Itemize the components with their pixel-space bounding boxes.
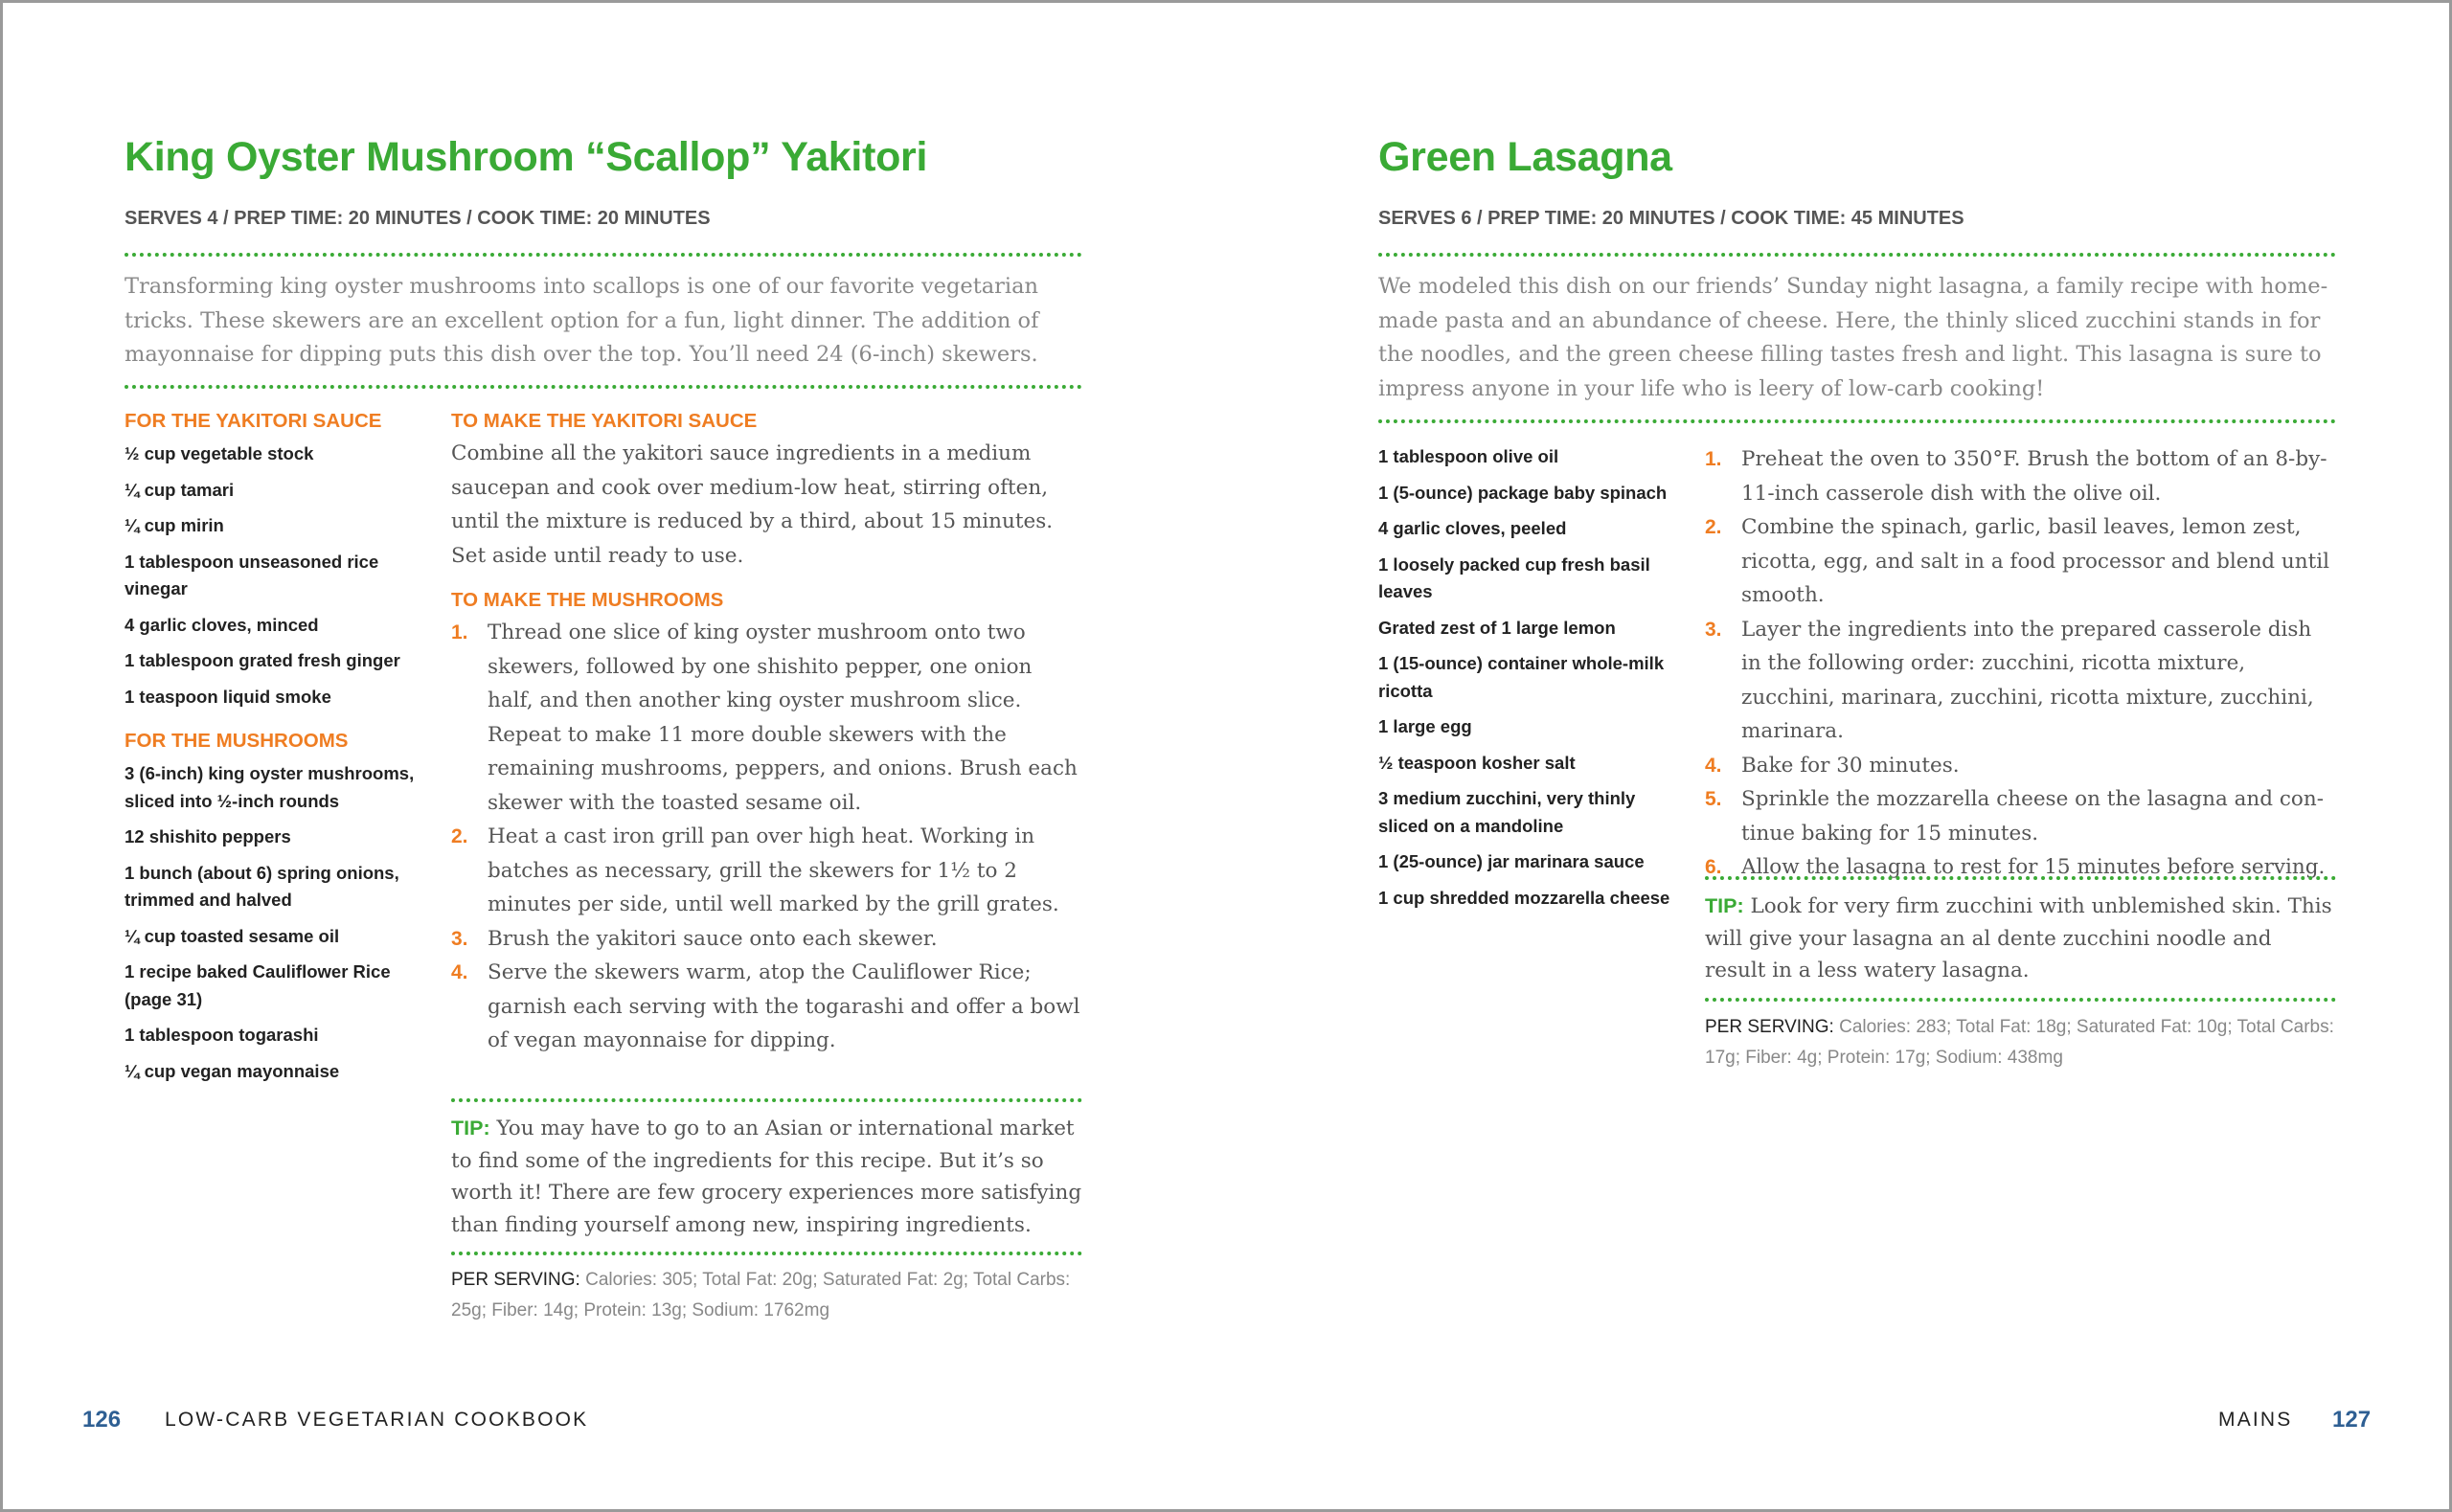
step-text: Heat a cast iron grill pan over high heat. Working in batches as necessary, grill the skewers for 1½ to 2 minutes per side, until well marked by the grill grates. <box>488 824 1059 916</box>
method-step <box>451 820 1082 922</box>
step-number: 4. <box>1705 754 1722 777</box>
ingredient-item: 4 garlic cloves, peeled <box>1378 518 1567 538</box>
method-step <box>1705 749 2336 783</box>
tip-text: You may have to go to an Asian or international market to find some of the ingredients for this recipe. But it’s so worth it! There are few grocery experiences more satisfying than finding yourself among new, inspiring ingredients. <box>451 1117 1082 1237</box>
method-steps <box>1705 442 2336 885</box>
nutrition-text: Calories: 283; Total Fat: 18g; Saturated Fat: 10g; Total Carbs: 17g; Fiber: 4g; Protein: 17g; Sodium: 438mg <box>1705 1017 2334 1068</box>
ingredient-item: 4 garlic cloves, minced <box>125 614 319 635</box>
footer-section: MAINS <box>2218 1409 2293 1431</box>
ingredient-item: 1 recipe baked Cauliflower Rice (page 31) <box>125 961 391 1009</box>
step-text: Allow the lasagna to rest for 15 minutes before serving. <box>1741 855 2326 879</box>
nutrition-info <box>451 1265 1082 1326</box>
sauce-ingredient-list <box>125 440 441 711</box>
ingredient-item: 1 cup shredded mozzarella cheese <box>1378 887 1670 908</box>
step-number: 4. <box>451 961 468 983</box>
step-text: Thread one slice of king oyster mushroom onto two skewers, followed by one shishito pepper, one onion half, and then another king oyster mushroom slice. Repeat to make 11 more double skewers with the remaining mushrooms, peppers, and onions. Brush each skewer with the toasted sesame oil. <box>488 621 1078 815</box>
method-column <box>451 410 1082 1058</box>
recipe-meta: SERVES 6 / PREP TIME: 20 MINUTES / COOK TIME: 45 MINUTES <box>1378 208 1964 229</box>
ingredient-item: ¼ cup tamari <box>125 479 235 500</box>
ingredient-item: ¼ cup vegan mayonnaise <box>125 1060 340 1081</box>
divider <box>125 253 1082 257</box>
step-text: Bake for 30 minutes. <box>1741 753 1960 778</box>
ingredient-item: 1 tablespoon unseasoned rice vinegar <box>125 551 379 598</box>
recipe-tip <box>451 1113 1082 1241</box>
ingredients-column <box>1378 443 1685 920</box>
divider <box>1378 419 2336 423</box>
step-text: Layer the ingredients into the prepared casserole dish in the following order: zucchini, ricotta mixture, zucchini, marinara, zucchini, ricotta mixture, zucchini, marinara. <box>1741 617 2314 743</box>
nutrition-label: PER SERVING: <box>1705 1017 1834 1037</box>
left-page <box>125 3 1082 1509</box>
ingredient-item: 1 (5-ounce) package baby spinach <box>1378 482 1668 503</box>
recipe-meta: SERVES 4 / PREP TIME: 20 MINUTES / COOK TIME: 20 MINUTES <box>125 208 711 229</box>
ingredient-item: 1 bunch (about 6) spring onions, trimmed and halved <box>125 862 399 910</box>
ingredients-column <box>125 410 441 1094</box>
ingredient-item: 1 (15-ounce) container whole-milk ricotta <box>1378 653 1665 701</box>
ingredient-item: 1 (25-ounce) jar marinara sauce <box>1378 851 1645 871</box>
step-number: 3. <box>1705 618 1722 641</box>
ingredient-item: 3 medium zucchini, very thinly sliced on a mandoline <box>1378 788 1636 836</box>
divider <box>1705 998 2336 1002</box>
step-number: 3. <box>451 927 468 950</box>
method-step <box>1705 782 2336 850</box>
ingredient-item: 1 tablespoon grated fresh ginger <box>125 650 400 670</box>
ingredient-item: 3 (6-inch) king oyster mushrooms, sliced into ½-inch rounds <box>125 763 415 811</box>
method-step <box>1705 442 2336 510</box>
divider <box>1705 876 2336 880</box>
step-number: 5. <box>1705 788 1722 810</box>
ingredient-item: 1 tablespoon togarashi <box>125 1025 319 1045</box>
right-page <box>1378 3 2336 1509</box>
divider <box>451 1252 1082 1255</box>
page-number-right: 127 <box>2332 1407 2372 1433</box>
divider <box>1378 253 2336 257</box>
mushroom-ingredient-list <box>125 760 441 1085</box>
ingredient-item: 1 loosely packed cup fresh basil leaves <box>1378 553 1650 601</box>
method-steps <box>451 616 1082 1058</box>
divider <box>451 1098 1082 1102</box>
step-text: Brush the yakitori sauce onto each skewer. <box>488 926 938 951</box>
nutrition-info <box>1705 1012 2336 1073</box>
page-number-left: 126 <box>82 1407 122 1433</box>
step-text: Sprinkle the mozzarella cheese on the lasagna and continue baking for 15 minutes. <box>1741 787 2324 846</box>
method-step <box>1705 613 2336 749</box>
ingredients-heading-sauce: FOR THE YAKITORI SAUCE <box>125 410 382 432</box>
ingredient-item: Grated zest of 1 large lemon <box>1378 617 1616 638</box>
ingredient-item: 1 tablespoon olive oil <box>1378 446 1559 466</box>
method-sauce-text: Combine all the yakitori sauce ingredients in a medium saucepan and cook over medium-low heat, stirring often, until the mixture is reduced by a third, about 15 minutes. Set aside until ready to use. <box>451 441 1054 568</box>
ingredient-item: ½ teaspoon kosher salt <box>1378 752 1576 773</box>
ingredient-list <box>1378 443 1685 912</box>
recipe-intro: Transforming king oyster mushrooms into scallops is one of our favorite vegetarian tricks. These skewers are an excellent option for a fun, light dinner. The addition of mayonnaise for dipping puts this dish over the top. You’ll need 24 (6-inch) skewers. <box>125 274 1039 367</box>
step-text: Serve the skewers warm, atop the Cauliflower Rice; garnish each serving with the togarashi and offer a bowl of vegan mayonnaise for dipping. <box>488 960 1080 1052</box>
step-number: 2. <box>451 825 468 847</box>
step-number: 1. <box>1705 448 1722 470</box>
footer-book-title: LOW-CARB VEGETARIAN COOKBOOK <box>165 1409 589 1431</box>
step-number: 2. <box>1705 516 1722 538</box>
tip-label: TIP: <box>1705 894 1744 917</box>
nutrition-text: Calories: 305; Total Fat: 20g; Saturated Fat: 2g; Total Carbs: 25g; Fiber: 14g; Protein: 13g; Sodium: 1762mg <box>451 1270 1071 1320</box>
recipe-title: Green Lasagna <box>1378 134 1672 180</box>
method-heading-sauce: TO MAKE THE YAKITORI SAUCE <box>451 410 758 432</box>
step-text: Preheat the oven to 350°F. Brush the bottom of an 8-by-11-inch casserole dish with the olive oil. <box>1741 447 2327 506</box>
ingredients-heading-mushrooms: FOR THE MUSHROOMS <box>125 730 349 752</box>
ingredient-item: 1 teaspoon liquid smoke <box>125 686 331 707</box>
step-text: Combine the spinach, garlic, basil leaves, lemon zest, ricotta, egg, and salt in a food processor and blend until smooth. <box>1741 515 2329 607</box>
tip-text: Look for very firm zucchini with unblemished skin. This will give your lasagna an al dente zucchini noodle and result in a less watery lasagna. <box>1705 894 2332 982</box>
method-step <box>451 616 1082 820</box>
recipe-title: King Oyster Mushroom “Scallop” Yakitori <box>125 134 928 180</box>
ingredient-item: ¼ cup mirin <box>125 515 224 535</box>
step-number: 1. <box>451 621 468 643</box>
method-step <box>451 922 1082 957</box>
recipe-tip <box>1705 891 2336 987</box>
step-number: 6. <box>1705 856 1722 878</box>
ingredient-item: 1 large egg <box>1378 716 1472 736</box>
divider <box>125 385 1082 389</box>
ingredient-item: ½ cup vegetable stock <box>125 443 314 463</box>
method-step <box>451 956 1082 1058</box>
tip-label: TIP: <box>451 1117 490 1140</box>
method-heading-mushrooms: TO MAKE THE MUSHROOMS <box>451 589 724 611</box>
ingredient-item: ¼ cup toasted sesame oil <box>125 925 340 946</box>
method-step <box>1705 510 2336 613</box>
nutrition-label: PER SERVING: <box>451 1270 580 1290</box>
recipe-intro: We modeled this dish on our friends’ Sunday night lasagna, a family recipe with homemade pasta and an abundance of cheese. Here, the thinly sliced zucchini stands in for the noodles, and the green cheese filling tastes fresh and light. This lasagna is sure to impress anyone in your life who is leery of low-carb cooking! <box>1378 274 2328 401</box>
ingredient-item: 12 shishito peppers <box>125 826 291 846</box>
method-column <box>1705 442 2336 885</box>
